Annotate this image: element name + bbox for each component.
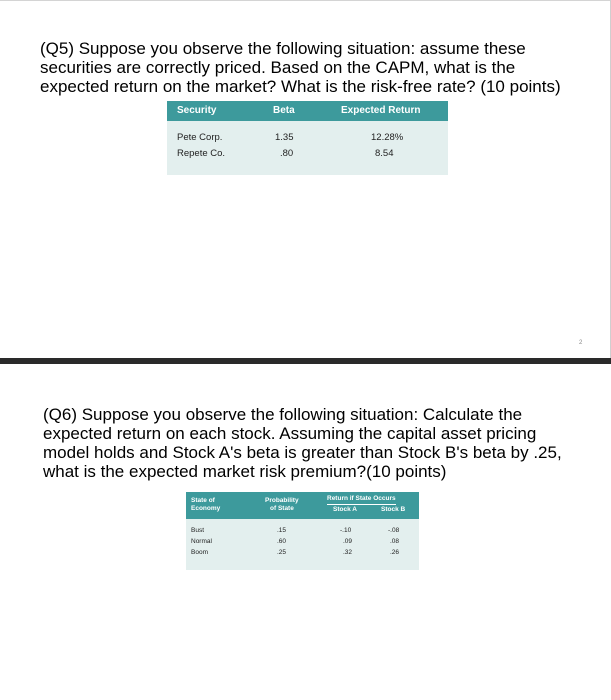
- cell-stock-b-return: .08: [390, 538, 400, 545]
- question-5-text: [40, 39, 600, 96]
- cell-probability: .25: [277, 549, 287, 556]
- cell-stock-b-return: .26: [390, 549, 400, 556]
- cell-expected-return: 12.28%: [371, 132, 404, 143]
- cell-beta: .80: [280, 148, 294, 159]
- header-return-group: Return if State Occurs: [327, 495, 396, 505]
- page-divider: [0, 358, 611, 364]
- cell-probability: .15: [277, 527, 287, 534]
- header-state-line2: Economy: [191, 505, 221, 512]
- cell-state: Boom: [191, 549, 208, 556]
- cell-stock-a-return: .32: [343, 549, 353, 556]
- question-6-line: what is the expected market risk premium?(10 points): [43, 462, 447, 481]
- cell-stock-b-return: -.08: [388, 527, 400, 534]
- question-5-line: securities are correctly priced. Based on the CAPM, what is the: [40, 58, 516, 77]
- page-number: 2: [579, 340, 583, 346]
- question-6-line: (Q6) Suppose you observe the following situation: Calculate the: [43, 405, 523, 424]
- header-state-line1: State of: [191, 497, 215, 504]
- header-beta: Beta: [273, 105, 295, 116]
- header-probability-line2: of State: [270, 505, 294, 512]
- question-6-line: expected return on each stock. Assuming the capital asset pricing: [43, 424, 537, 443]
- question-6-text: [43, 405, 603, 481]
- cell-stock-a-return: -.10: [340, 527, 352, 534]
- question-5-line: expected return on the market? What is the risk-free rate? (10 points): [40, 77, 561, 96]
- cell-security: Repete Co.: [177, 148, 226, 159]
- economy-states-table: [186, 492, 419, 570]
- header-expected-return: Expected Return: [341, 105, 421, 116]
- table-header-row: [167, 101, 448, 121]
- header-probability-line1: Probability: [265, 497, 299, 504]
- question-5-line: (Q5) Suppose you observe the following situation: assume these: [40, 39, 526, 58]
- cell-probability: .60: [277, 538, 287, 545]
- capm-securities-table: [167, 101, 448, 175]
- cell-security: Pete Corp.: [177, 132, 223, 143]
- header-stock-b: Stock B: [381, 506, 406, 513]
- question-6-line: model holds and Stock A's beta is greater than Stock B's beta by .25,: [43, 443, 562, 462]
- cell-expected-return: 8.54: [375, 148, 394, 159]
- header-stock-a: Stock A: [333, 506, 357, 513]
- cell-state: Normal: [191, 538, 212, 545]
- page-top-edge: [0, 0, 611, 1]
- cell-state: Bust: [191, 527, 205, 534]
- header-security: Security: [177, 105, 217, 116]
- table-header-row: [186, 492, 419, 519]
- cell-stock-a-return: .09: [343, 538, 353, 545]
- cell-beta: 1.35: [275, 132, 294, 143]
